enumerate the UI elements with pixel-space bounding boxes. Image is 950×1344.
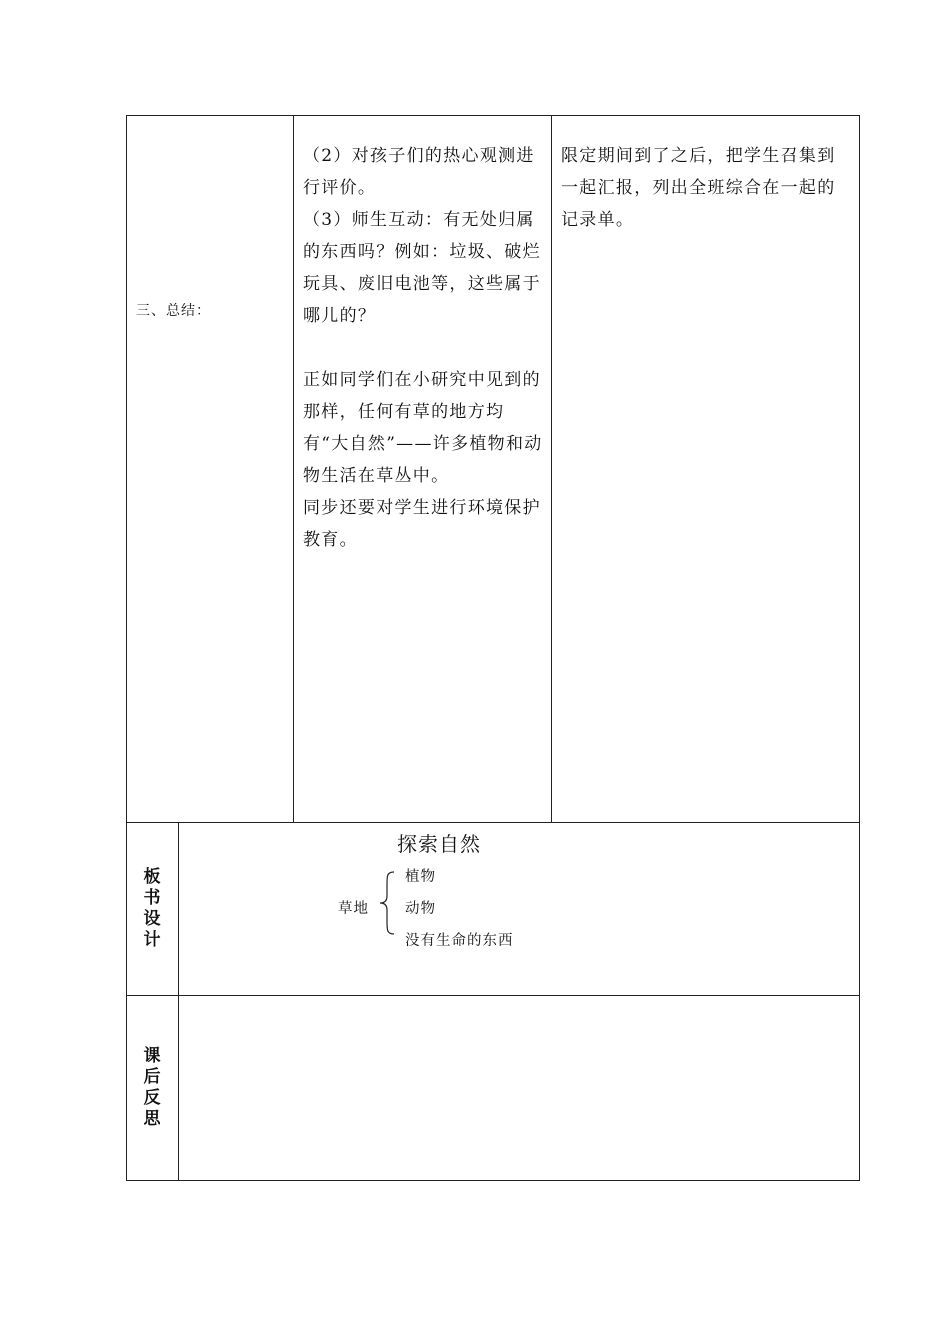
paragraph-evaluation: （2）对孩子们的热心观测进行评价。	[303, 146, 535, 198]
summary-right-text: 限定期间到了之后，把学生召集到一起汇报，列出全班综合在一起的记录单。	[561, 146, 836, 230]
table-top-border	[126, 115, 860, 116]
curly-brace-icon	[378, 870, 396, 936]
column-divider-1	[293, 115, 294, 823]
paragraph-environment: 同步还要对学生进行环境保护教育。	[303, 498, 541, 550]
label-column-divider	[178, 822, 179, 1181]
table-right-border	[859, 115, 860, 1181]
paragraph-gap	[303, 332, 546, 364]
paragraph-nature: 正如同学们在小研究中见到的那样，任何有草的地方均有“大自然”——许多植物和动物生活在草丛中。	[303, 370, 543, 486]
board-title: 探索自然	[397, 832, 481, 856]
column-divider-2	[551, 115, 552, 823]
board-branch-animals: 动物	[405, 901, 436, 917]
reflection-content[interactable]	[186, 1005, 850, 1170]
summary-middle-text	[303, 140, 546, 556]
board-branch-plants: 植物	[405, 869, 436, 885]
table-left-border	[126, 115, 127, 1181]
table-bottom-border	[126, 1180, 860, 1181]
paragraph-interaction: （3）师生互动：有无处归属的东西吗？例如：垃圾、破烂玩具、废旧电池等，这些属于哪儿的？	[303, 210, 541, 326]
row-divider-reflection	[126, 995, 860, 996]
row-divider-board	[126, 822, 860, 823]
board-branch-nonliving: 没有生命的东西	[405, 933, 514, 949]
summary-label: 三、总结：	[136, 303, 211, 319]
board-design-label: 板书设计	[143, 867, 161, 950]
board-root: 草地	[338, 901, 369, 917]
reflection-label: 课后反思	[143, 1046, 161, 1129]
